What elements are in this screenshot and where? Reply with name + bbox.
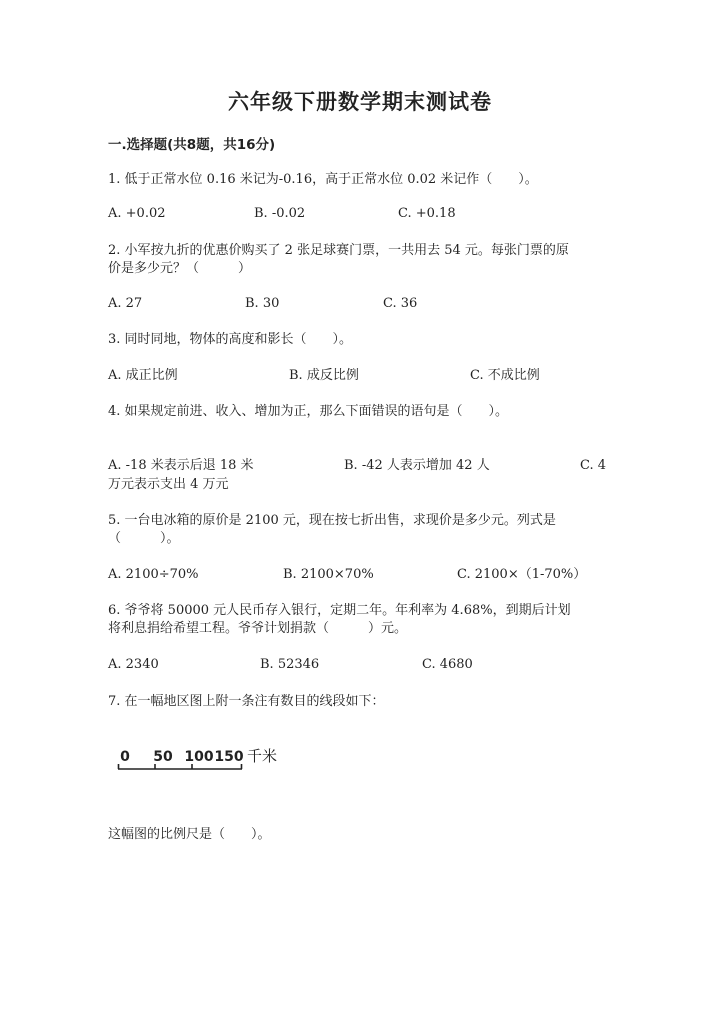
question-2-option-c: C. 36: [383, 296, 418, 311]
question-3-option-b: B. 成反比例: [289, 368, 359, 383]
question-6-stem-line-2: 将利息捐给希望工程。爷爷计划捐款（ ）元。: [108, 621, 408, 636]
question-5-option-a: A. 2100÷70%: [108, 567, 199, 582]
scale-unit-label: 千米: [247, 747, 278, 765]
question-1-stem: 1. 低于正常水位 0.16 米记为-0.16，高于正常水位 0.02 米记作（ ）。: [108, 172, 538, 187]
question-6-option-c: C. 4680: [422, 657, 473, 672]
question-5-option-b: B. 2100×70%: [283, 567, 374, 582]
question-6-option-b: B. 52346: [260, 657, 320, 672]
question-6-option-a: A. 2340: [108, 657, 159, 672]
question-2-stem-line-1: 2. 小军按九折的优惠价购买了 2 张足球赛门票，一共用去 54 元。每张门票的原: [108, 243, 569, 258]
question-5-stem-line-1: 5. 一台电冰箱的原价是 2100 元，现在按七折出售，求现价是多少元。列式是: [108, 513, 556, 528]
scale-tick-150: 150: [214, 749, 244, 765]
scale-tick-100: 100: [184, 749, 214, 765]
question-3-stem: 3. 同时同地，物体的高度和影长（ ）。: [108, 332, 353, 347]
question-3-option-c: C. 不成比例: [470, 368, 540, 383]
question-4-option-c-continuation: 万元表示支出 4 万元: [108, 477, 229, 492]
question-1-option-c: C. +0.18: [398, 206, 456, 221]
question-5-stem-line-2: （ ）。: [108, 531, 180, 546]
question-4-option-b: B. -42 人表示增加 42 人: [344, 458, 490, 473]
question-7-prompt: 这幅图的比例尺是（ ）。: [108, 827, 271, 842]
question-2-stem-line-2: 价是多少元？（ ）: [108, 261, 252, 276]
question-2-option-a: A. 27: [108, 296, 143, 311]
question-1-option-b: B. -0.02: [254, 206, 306, 221]
question-4-option-c: C. 4: [580, 458, 607, 473]
question-4-stem: 4. 如果规定前进、收入、增加为正，那么下面错误的语句是（ ）。: [108, 404, 509, 419]
question-6-stem-line-1: 6. 爷爷将 50000 元人民币存入银行，定期二年。年利率为 4.68%，到期后计划: [108, 603, 571, 618]
question-2-option-b: B. 30: [245, 296, 280, 311]
question-4-option-a: A. -18 米表示后退 18 米: [108, 458, 254, 473]
page-title: 六年级下册数学期末测试卷: [228, 90, 492, 114]
scale-tick-50: 50: [153, 749, 173, 765]
question-7-stem: 7. 在一幅地区图上附一条注有数目的线段如下：: [108, 694, 385, 709]
question-1-option-a: A. +0.02: [108, 206, 166, 221]
scale-tick-0: 0: [120, 749, 130, 765]
line-segment-scale: [108, 742, 308, 782]
section-heading: 一.选择题(共8题，共16分): [108, 137, 276, 153]
question-5-option-c: C. 2100×（1-70%）: [457, 567, 587, 582]
question-3-option-a: A. 成正比例: [108, 368, 178, 383]
